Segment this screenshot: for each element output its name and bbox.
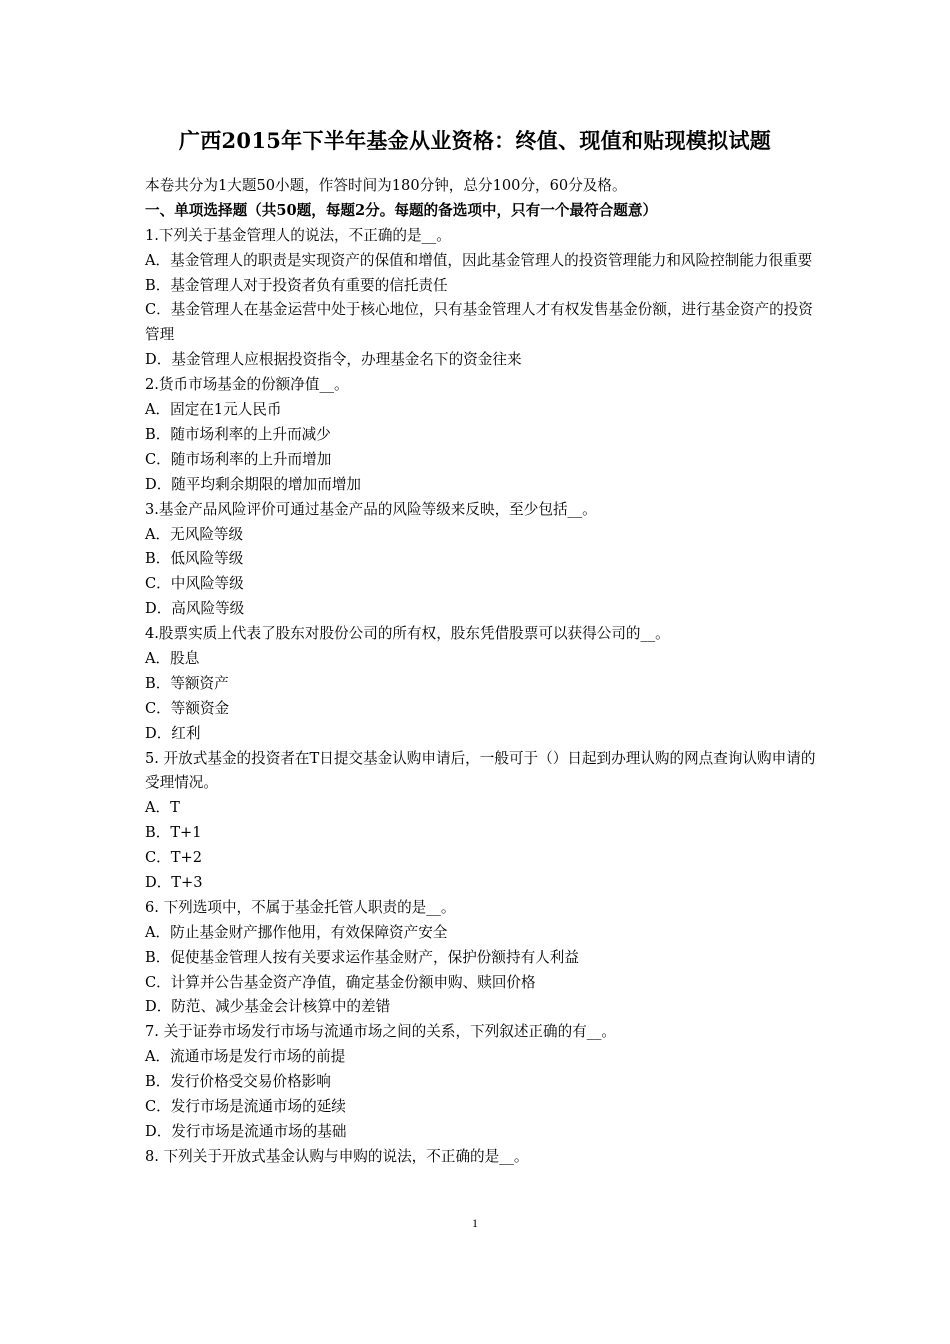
option-2b: B．随市场利率的上升而减少 <box>145 425 331 443</box>
option-7a: A．流通市场是发行市场的前提 <box>145 1048 346 1066</box>
document-title: 广西2015年下半年基金从业资格：终值、现值和贴现模拟试题 <box>178 128 772 153</box>
option-7b: B．发行价格受交易价格影响 <box>145 1073 331 1091</box>
option-7c: C．发行市场是流通市场的延续 <box>145 1098 346 1116</box>
option-5d: D．T+3 <box>145 874 203 892</box>
option-1b: B．基金管理人对于投资者负有重要的信托责任 <box>145 276 448 294</box>
option-3a: A．无风险等级 <box>145 525 244 543</box>
option-6a: A．防止基金财产挪作他用，有效保障资产安全 <box>145 923 448 941</box>
option-6c: C．计算并公告基金资产净值，确定基金份额申购、赎回价格 <box>145 973 536 991</box>
question-4: 4.股票实质上代表了股东对股份公司的所有权，股东凭借股票可以获得公司的__。 <box>145 625 670 643</box>
question-5: 5. 开放式基金的投资者在T日提交基金认购申请后，一般可于（）日起到办理认购的网点查询认购申请的受理情况。 <box>145 749 816 792</box>
question-6: 6. 下列选项中，不属于基金托管人职责的是__。 <box>145 898 456 916</box>
option-6d: D．防范、减少基金会计核算中的差错 <box>145 998 391 1016</box>
option-7d: D．发行市场是流通市场的基础 <box>145 1122 347 1140</box>
option-3c: C．中风险等级 <box>145 575 244 593</box>
question-1: 1.下列关于基金管理人的说法，不正确的是__。 <box>145 226 451 244</box>
intro-text: 本卷共分为1大题50小题，作答时间为180分钟，总分100分，60分及格。 <box>145 177 627 194</box>
option-4c: C．等额资金 <box>145 699 230 717</box>
question-7: 7. 关于证券市场发行市场与流通市场之间的关系，下列叙述正确的有__。 <box>145 1023 616 1041</box>
option-4b: B．等额资产 <box>145 674 229 692</box>
question-8: 8. 下列关于开放式基金认购与申购的说法，不正确的是__。 <box>145 1147 529 1165</box>
section-heading: 一、单项选择题（共50题，每题2分。每题的备选项中，只有一个最符合题意） <box>145 201 658 219</box>
option-1c: C．基金管理人在基金运营中处于核心地位，只有基金管理人才有权发售基金份额，进行基金资产的投资管理 <box>145 301 813 344</box>
option-4d: D．红利 <box>145 724 201 742</box>
option-5b: B．T+1 <box>145 824 202 842</box>
option-2d: D．随平均剩余期限的增加而增加 <box>145 475 362 493</box>
option-5a: A．T <box>145 799 180 817</box>
option-2c: C．随市场利率的上升而增加 <box>145 450 332 468</box>
option-3b: B．低风险等级 <box>145 550 244 568</box>
option-3d: D．高风险等级 <box>145 600 245 618</box>
option-1a: A．基金管理人的职责是实现资产的保值和增值，因此基金管理人的投资管理能力和风险控制能力很重要 <box>145 251 813 269</box>
document-body <box>145 174 817 1170</box>
question-2: 2.货币市场基金的份额净值__。 <box>145 376 349 394</box>
option-2a: A．固定在1元人民币 <box>145 401 282 419</box>
option-5c: C．T+2 <box>145 849 203 867</box>
option-6b: B．促使基金管理人按有关要求运作基金财产，保护份额持有人利益 <box>145 948 579 966</box>
option-1d: D．基金管理人应根据投资指令，办理基金名下的资金往来 <box>145 351 522 369</box>
question-3: 3.基金产品风险评价可通过基金产品的风险等级来反映，至少包括__。 <box>145 500 597 518</box>
page-number: 1 <box>472 1216 478 1230</box>
option-4a: A．股息 <box>145 649 200 667</box>
